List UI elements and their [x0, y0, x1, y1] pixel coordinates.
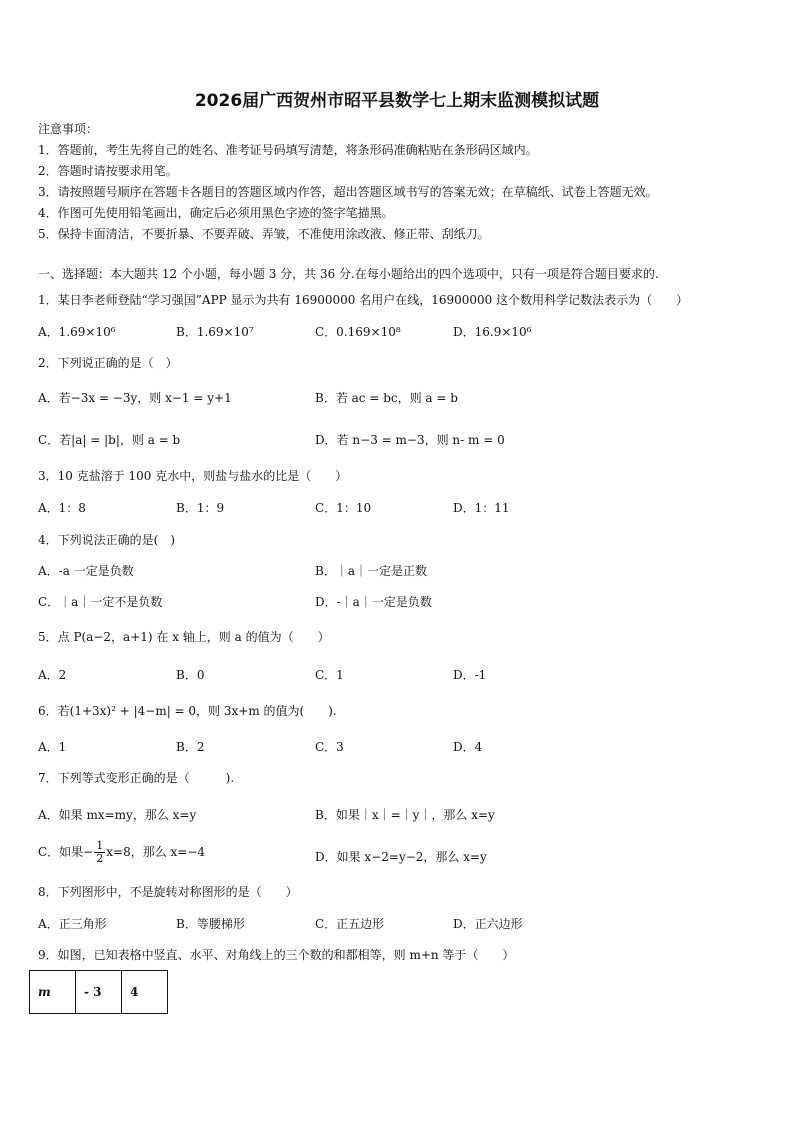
question-2-stem: 2．下列说正确的是（ ）: [38, 356, 178, 370]
q2-option-b: B．若 ac = bc，则 a = b: [315, 391, 458, 405]
q3-option-b: B．1：9: [176, 501, 225, 515]
q6-option-a: A．1: [38, 740, 67, 754]
question-4-stem: 4．下列说法正确的是( ): [38, 533, 175, 547]
q7-option-c-prefix: C．如果−: [38, 845, 94, 859]
fraction: [94, 840, 105, 865]
fraction-numerator: 1: [96, 839, 104, 852]
table-cell: - 3: [76, 971, 122, 1014]
fraction-denominator: 2: [96, 852, 104, 865]
notice-item: 3．请按照题号顺序在答题卡各题目的答题区域内作答，超出答题区域书写的答案无效；在草稿纸、试卷上答题无效。: [38, 185, 658, 199]
notice-item: 4．作图可先使用铅笔画出，确定后必须用黑色字迹的签字笔描黑。: [38, 206, 394, 220]
section-heading: 一、选择题：本大题共 12 个小题，每小题 3 分，共 36 分.在每小题给出的四个选项中，只有一项是符合题目要求的.: [38, 267, 659, 281]
table-cell: m: [30, 971, 76, 1014]
question-1-stem: 1．某日李老师登陆“学习强国”APP 显示为共有 16900000 名用户在线，16900000 这个数用科学记数法表示为（ ）: [38, 293, 689, 307]
question-9-stem: 9．如图，已知表格中竖直、水平、对角线上的三个数的和都相等，则 m+n 等于（ ）: [38, 948, 515, 962]
q8-option-d: D．正六边形: [453, 917, 523, 931]
q1-option-d: D．16.9×10⁶: [453, 325, 532, 339]
q8-option-b: B．等腰梯形: [176, 917, 245, 931]
q4-option-a: A．-a 一定是负数: [38, 564, 134, 578]
q3-option-a: A．1：8: [38, 501, 86, 515]
q2-option-d: D．若 n−3 = m−3，则 n- m = 0: [315, 433, 505, 447]
table-row: [30, 971, 168, 1014]
notice-item: 1．答题前，考生先将自己的姓名、准考证号码填写清楚，将条形码准确粘贴在条形码区域内。: [38, 143, 538, 157]
q1-option-c: C．0.169×10⁸: [315, 325, 401, 339]
q5-option-b: B．0: [176, 668, 205, 682]
q7-option-b: B．如果｜x｜=｜y｜，那么 x=y: [315, 808, 495, 822]
q4-option-d: D．-｜a｜一定是负数: [315, 595, 432, 609]
q3-option-d: D．1：11: [453, 501, 510, 515]
table-cell: 4: [122, 971, 168, 1014]
q7-option-d: D．如果 x−2=y−2，那么 x=y: [315, 850, 487, 864]
q5-option-d: D．-1: [453, 668, 487, 682]
page-title: 2026届广西贺州市昭平县数学七上期末监测模拟试题: [194, 91, 600, 111]
q6-option-b: B．2: [176, 740, 205, 754]
q6-option-c: C．3: [315, 740, 344, 754]
q3-option-c: C．1：10: [315, 501, 372, 515]
question-5-stem: 5．点 P(a−2，a+1) 在 x 轴上，则 a 的值为（ ）: [38, 630, 330, 644]
q1-option-b: B．1.69×10⁷: [176, 325, 254, 339]
q8-option-c: C．正五边形: [315, 917, 385, 931]
question-7-stem: 7．下列等式变形正确的是（ ).: [38, 771, 235, 785]
notice-heading: 注意事项：: [38, 122, 99, 136]
q4-option-c: C．｜a｜一定不是负数: [38, 595, 163, 609]
q5-option-a: A．2: [38, 668, 67, 682]
q4-option-b: B．｜a｜一定是正数: [315, 564, 427, 578]
notice-item: 5．保持卡面清洁，不要折暴、不要弄破、弄皱，不准使用涂改液、修正带、刮纸刀。: [38, 227, 490, 241]
question-6-stem: 6．若(1+3x)² + |4−m| = 0，则 3x+m 的值为( ).: [38, 704, 337, 718]
q7-option-a: A．如果 mx=my，那么 x=y: [38, 808, 197, 822]
q5-option-c: C．1: [315, 668, 344, 682]
q7-option-c: [38, 840, 205, 865]
q2-option-c: C．若|a| = |b|，则 a = b: [38, 433, 181, 447]
q7-option-c-suffix: x=8，那么 x=−4: [106, 845, 206, 859]
q6-option-d: D．4: [453, 740, 483, 754]
magic-square-table: [29, 970, 168, 1014]
q8-option-a: A．正三角形: [38, 917, 107, 931]
question-8-stem: 8．下列图形中，不是旋转对称图形的是（ ）: [38, 885, 298, 899]
q1-option-a: A．1.69×10⁶: [38, 325, 116, 339]
question-3-stem: 3．10 克盐溶于 100 克水中，则盐与盐水的比是（ ）: [38, 469, 348, 483]
notice-item: 2．答题时请按要求用笔。: [38, 164, 178, 178]
q2-option-a: A．若−3x = −3y，则 x−1 = y+1: [38, 391, 232, 405]
